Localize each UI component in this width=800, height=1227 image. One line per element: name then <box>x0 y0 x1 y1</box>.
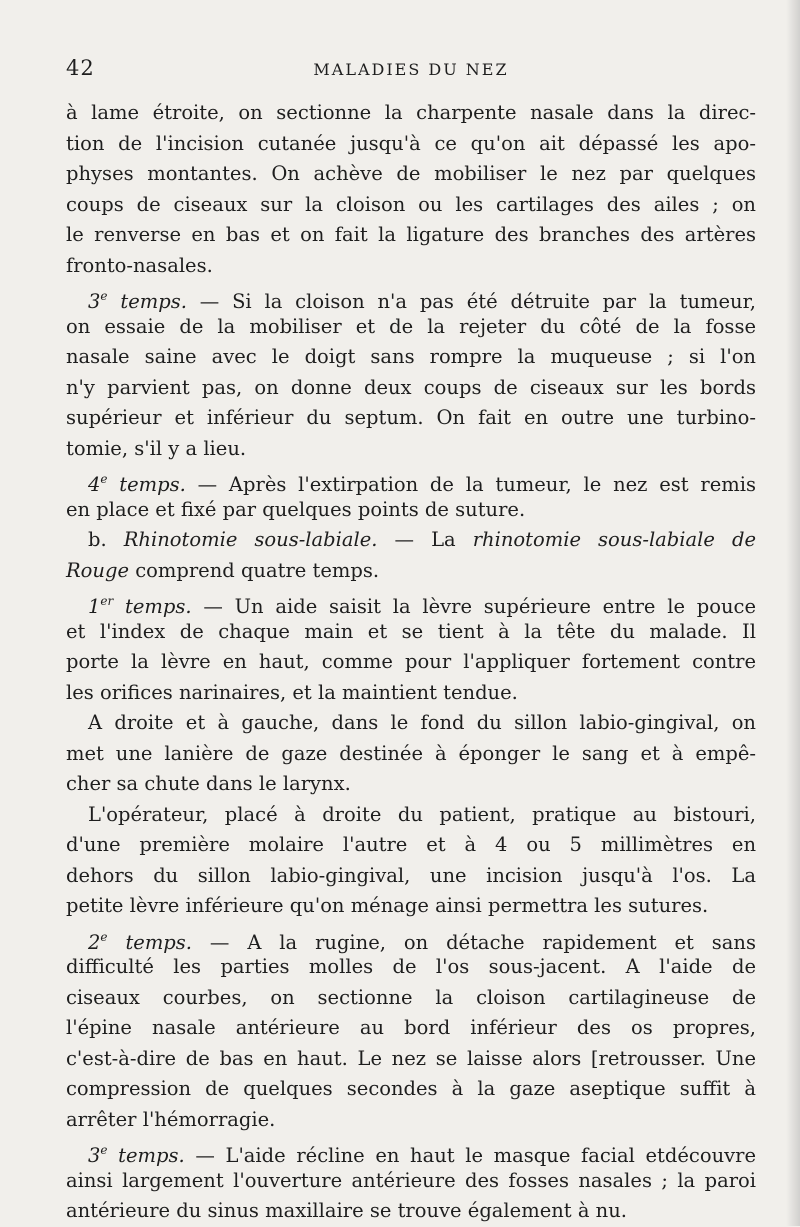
text-line: le renverse en bas et on fait la ligature des branches des artères <box>66 223 756 246</box>
text-line: supérieur et inférieur du septum. On fait en outre une turbino- <box>66 406 756 429</box>
text-line: ainsi largement l'ouverture antérieure des fosses nasales ; la paroi <box>66 1168 756 1192</box>
text-line: met une lanière de gaze destinée à éponger le sang et à empê- <box>66 741 756 765</box>
text-line: Rouge comprend quatre temps. <box>66 558 380 582</box>
text-line: c'est-à-dire de bas en haut. Le nez se laisse alors [retrousser. Une <box>66 1046 756 1070</box>
text-line: à lame étroite, on sectionne la charpente nasale dans la direc- <box>66 101 756 124</box>
body-text <box>66 98 756 1227</box>
page-edge-shadow <box>786 0 800 1226</box>
paragraph-start-line: 2e temps. — A la rugine, on détache rapidement et sans <box>88 929 756 954</box>
text-line: d'une première molaire l'autre et à 4 ou 5 millimètres en <box>66 833 756 856</box>
text-line: fronto-nasales. <box>66 253 213 277</box>
paragraph-start-line: 3e temps. — Si la cloison n'a pas été détruite par la tumeur, <box>88 289 756 313</box>
text-line: tomie, s'il y a lieu. <box>66 436 247 460</box>
text-line: antérieure du sinus maxillaire se trouve également à nu. <box>66 1199 627 1222</box>
text-line: coups de ciseaux sur la cloison ou les cartilages des ailes ; on <box>66 192 756 216</box>
text-line: en place et fixé par quelques points de suture. <box>66 497 526 521</box>
text-line: on essaie de la mobiliser et de la rejeter du côté de la fosse <box>66 314 756 338</box>
paragraph-start-line: 3e temps. — L'aide récline en haut le masque facial etdécouvre <box>88 1143 756 1167</box>
paragraph-start-line: L'opérateur, placé à droite du patient, pratique au bistouri, <box>88 802 756 826</box>
text-line: n'y parvient pas, on donne deux coups de ciseaux sur les bords <box>66 375 756 399</box>
page-header <box>66 56 756 86</box>
text-line: ciseaux courbes, on sectionne la cloison cartilagineuse de <box>66 985 756 1009</box>
section-heading-line: b. Rhinotomie sous-labiale. — La rhinotomie sous-labiale de <box>88 528 757 551</box>
text-line: petite lèvre inférieure qu'on ménage ainsi permettra les sutures. <box>66 894 709 917</box>
paragraph-start-line: 1er temps. — Un aide saisit la lèvre supérieure entre le pouce <box>88 594 756 618</box>
text-line: cher sa chute dans le larynx. <box>66 772 351 795</box>
text-line: tion de l'incision cutanée jusqu'à ce qu'on ait dépassé les apo- <box>66 131 756 155</box>
paragraph-start-line: A droite et à gauche, dans le fond du sillon labio-gingival, on <box>88 711 756 734</box>
text-line: les orifices narinaires, et la maintient tendue. <box>66 680 518 704</box>
running-head: MALADIES DU NEZ <box>313 60 509 79</box>
text-line: dehors du sillon labio-gingival, une incision jusqu'à l'os. La <box>66 863 756 887</box>
text-line: porte la lèvre en haut, comme pour l'appliquer fortement contre <box>66 650 756 673</box>
page-number: 42 <box>66 56 95 80</box>
text-line: arrêter l'hémorragie. <box>66 1107 276 1131</box>
paragraph-start-line: 4e temps. — Après l'extirpation de la tumeur, le nez est remis <box>88 472 756 496</box>
text-line: et l'index de chaque main et se tient à la tête du malade. Il <box>66 619 756 643</box>
text-line: compression de quelques secondes à la gaze aseptique suffit à <box>66 1077 756 1100</box>
text-line: difficulté les parties molles de l'os sous-jacent. A l'aide de <box>66 955 756 978</box>
text-line: l'épine nasale antérieure au bord inférieur des os propres, <box>66 1016 756 1039</box>
text-line: physes montantes. On achève de mobiliser le nez par quelques <box>66 162 756 185</box>
text-line: nasale saine avec le doigt sans rompre la muqueuse ; si l'on <box>66 345 756 368</box>
